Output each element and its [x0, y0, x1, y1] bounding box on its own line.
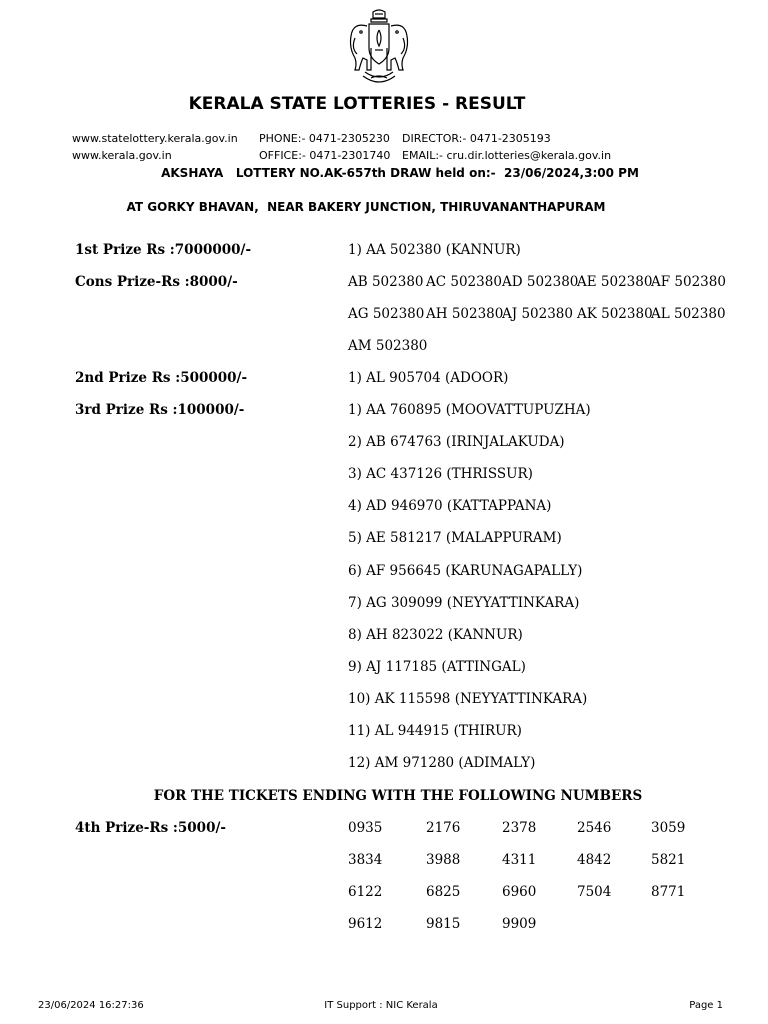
- draw-details: AKSHAYA LOTTERY NO.AK-657th DRAW held on:- 23/06/2024,3:00 PM: [161, 166, 639, 180]
- email-address[interactable]: EMAIL:- cru.dir.lotteries@kerala.gov.in: [402, 149, 612, 162]
- list-item: 2378: [502, 820, 537, 836]
- list-item: 8771: [651, 884, 686, 900]
- list-item: 11) AL 944915 (THIRUR): [348, 723, 522, 739]
- list-item: 5821: [651, 852, 686, 868]
- list-item: 9909: [502, 916, 537, 932]
- list-item: 3059: [651, 820, 686, 836]
- list-item: 9815: [426, 916, 461, 932]
- list-item: AG 502380: [348, 306, 425, 322]
- list-item: 6825: [426, 884, 461, 900]
- ending-numbers-note: FOR THE TICKETS ENDING WITH THE FOLLOWING NUMBERS: [153, 788, 643, 804]
- list-item: AD 502380: [502, 274, 579, 290]
- list-item: AM 502380: [348, 338, 428, 354]
- list-item: 4842: [577, 852, 612, 868]
- kerala-state-emblem-icon: [345, 8, 413, 90]
- list-item: 3) AC 437126 (THRISSUR): [348, 466, 533, 482]
- fourth-prize-label: 4th Prize-Rs :5000/-: [75, 820, 227, 836]
- list-item: 3988: [426, 852, 461, 868]
- second-prize-label: 2nd Prize Rs :500000/-: [75, 370, 248, 386]
- cons-prize-label: Cons Prize-Rs :8000/-: [75, 274, 238, 290]
- third-prize-label: 3rd Prize Rs :100000/-: [75, 402, 245, 418]
- list-item: AC 502380: [426, 274, 502, 290]
- list-item: 5) AE 581217 (MALAPPURAM): [348, 530, 562, 546]
- list-item: AJ 502380: [502, 306, 573, 322]
- list-item: AH 502380: [426, 306, 504, 322]
- website-link-state-lottery[interactable]: www.statelottery.kerala.gov.in: [72, 132, 238, 145]
- footer-page-number: Page 1: [689, 1000, 723, 1011]
- footer-support: IT Support : NIC Kerala: [324, 1000, 438, 1011]
- list-item: 0935: [348, 820, 383, 836]
- list-item: 6960: [502, 884, 537, 900]
- page-title: KERALA STATE LOTTERIES - RESULT: [188, 94, 526, 114]
- office-number: OFFICE:- 0471-2301740: [259, 149, 391, 162]
- list-item: 3834: [348, 852, 383, 868]
- list-item: AL 502380: [651, 306, 726, 322]
- list-item: 6122: [348, 884, 383, 900]
- first-prize-label: 1st Prize Rs :7000000/-: [75, 242, 252, 258]
- list-item: 2176: [426, 820, 461, 836]
- draw-venue: AT GORKY BHAVAN, NEAR BAKERY JUNCTION, THIRUVANANTHAPURAM: [126, 200, 606, 214]
- list-item: 4) AD 946970 (KATTAPPANA): [348, 498, 552, 514]
- director-number: DIRECTOR:- 0471-2305193: [402, 132, 551, 145]
- list-item: 9) AJ 117185 (ATTINGAL): [348, 659, 526, 675]
- list-item: AE 502380: [577, 274, 653, 290]
- list-item: 2546: [577, 820, 612, 836]
- phone-number: PHONE:- 0471-2305230: [259, 132, 390, 145]
- list-item: AF 502380: [651, 274, 726, 290]
- list-item: 7) AG 309099 (NEYYATTINKARA): [348, 595, 580, 611]
- list-item: 4311: [502, 852, 537, 868]
- website-link-kerala[interactable]: www.kerala.gov.in: [72, 149, 172, 162]
- list-item: 2) AB 674763 (IRINJALAKUDA): [348, 434, 565, 450]
- list-item: 6) AF 956645 (KARUNAGAPALLY): [348, 563, 583, 579]
- list-item: 12) AM 971280 (ADIMALY): [348, 755, 536, 771]
- first-prize-winner: 1) AA 502380 (KANNUR): [348, 242, 521, 258]
- list-item: 10) AK 115598 (NEYYATTINKARA): [348, 691, 588, 707]
- list-item: 9612: [348, 916, 383, 932]
- second-prize-winner: 1) AL 905704 (ADOOR): [348, 370, 509, 386]
- list-item: 8) AH 823022 (KANNUR): [348, 627, 523, 643]
- list-item: AK 502380: [577, 306, 653, 322]
- list-item: AB 502380: [348, 274, 424, 290]
- footer-timestamp: 23/06/2024 16:27:36: [38, 1000, 144, 1011]
- list-item: 1) AA 760895 (MOOVATTUPUZHA): [348, 402, 591, 418]
- list-item: 7504: [577, 884, 612, 900]
